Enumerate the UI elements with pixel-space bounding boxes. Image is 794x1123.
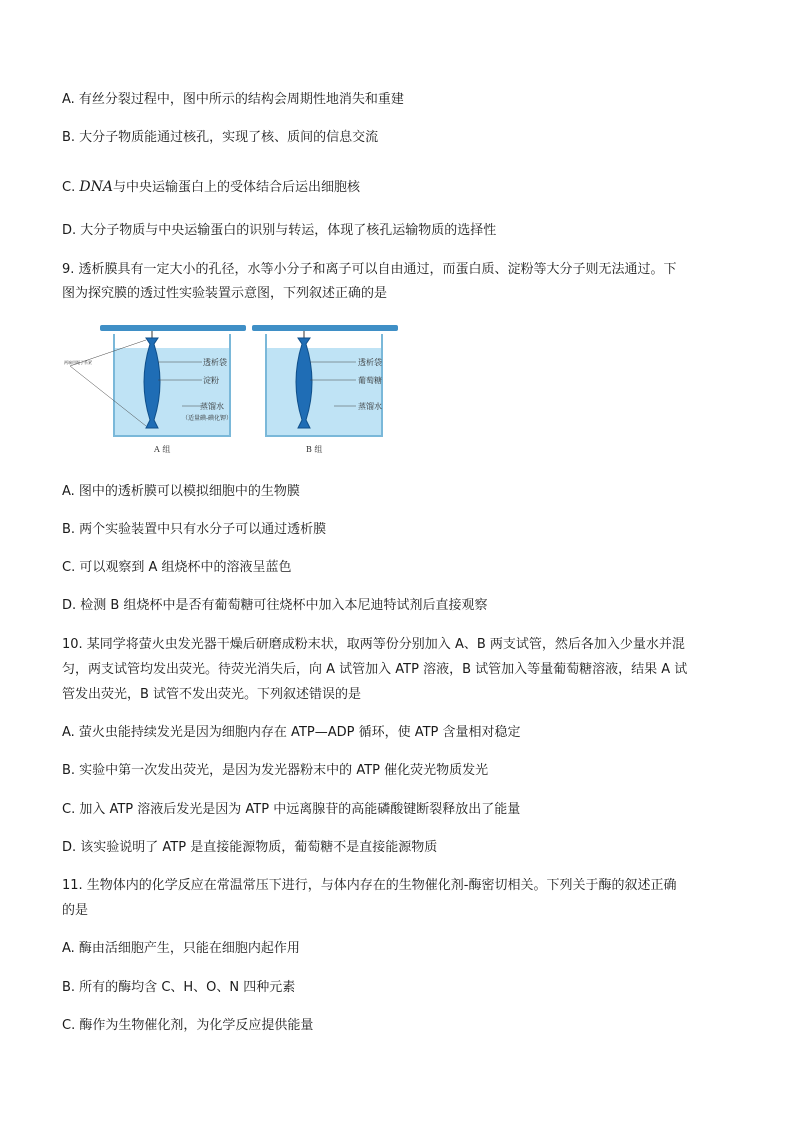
q9-option-c: C. 可以观察到 A 组烧杯中的溶液呈蓝色 <box>62 560 292 575</box>
q8-option-c-text: 与中央运输蛋白上的受体结合后运出细胞核 <box>112 180 360 195</box>
q11-stem-line1: 11. 生物体内的化学反应在常温常压下进行，与体内存在的生物催化剂-酶密切相关。下列关于酶的叙述正确 <box>62 878 677 893</box>
iodine-note: （适量碘-碘化钾） <box>182 415 233 422</box>
q10-option-b: B. 实验中第一次发出荧光，是因为发光器粉末中的 ATP 催化荧光物质发光 <box>62 763 489 778</box>
q9-stem-line2: 图为探究膜的透过性实验装置示意图，下列叙述正确的是 <box>62 286 388 301</box>
water-label-b: 蒸馏水 <box>358 402 382 411</box>
q10-stem-line2: 匀，两支试管均发出荧光。待荧光消失后，向 A 试管加入 ATP 溶液，B 试管加入等量葡萄糖溶液，结果 A 试 <box>62 662 688 677</box>
q11-option-c: C. 酶作为生物催化剂，为化学反应提供能量 <box>62 1018 314 1033</box>
q9-stem-line1: 9. 透析膜具有一定大小的孔径，水等小分子和离子可以自由通过，而蛋白质、淀粉等大分子则无法通过。下 <box>62 262 677 277</box>
starch-label: 淀粉 <box>203 376 219 385</box>
caption-group-a: A 组 <box>154 445 171 454</box>
q11-stem-line2: 的是 <box>62 903 89 918</box>
q10-stem-line3: 管发出荧光，B 试管不发出荧光。下列叙述错误的是 <box>62 687 362 702</box>
q10-stem-line1: 10. 某同学将萤火虫发光器干燥后研磨成粉末状，取两等份分别加入 A、B 两支试管，然后各加入少量水并混 <box>62 637 685 652</box>
caption-group-b: B 组 <box>306 445 323 454</box>
q9-option-d: D. 检测 B 组烧杯中是否有葡萄糖可往烧杯中加入本尼迪特试剂后直接观察 <box>62 598 488 613</box>
q11-option-a: A. 酶由活细胞产生，只能在细胞内起作用 <box>62 941 300 956</box>
q9-option-a: A. 图中的透析膜可以模拟细胞中的生物膜 <box>62 484 300 499</box>
tie-label-a: 两端用绳子系紧 <box>64 360 92 365</box>
bag-label-b: 透析袋 <box>358 358 382 367</box>
dialysis-experiment-figure <box>62 322 402 458</box>
glucose-label: 葡萄糖 <box>358 376 382 385</box>
beaker-b <box>252 325 398 454</box>
bag-label-a: 透析袋 <box>203 358 227 367</box>
beaker-a <box>64 325 246 454</box>
dna-term: DNA <box>79 179 113 195</box>
q10-option-c: C. 加入 ATP 溶液后发光是因为 ATP 中远离腺苷的高能磷酸键断裂释放出了能量 <box>62 802 521 817</box>
q11-option-b: B. 所有的酶均含 C、H、O、N 四种元素 <box>62 980 296 995</box>
q10-option-d: D. 该实验说明了 ATP 是直接能源物质，葡萄糖不是直接能源物质 <box>62 840 438 855</box>
q8-option-a: A. 有丝分裂过程中，图中所示的结构会周期性地消失和重建 <box>62 92 404 107</box>
q10-option-a: A. 萤火虫能持续发光是因为细胞内存在 ATP—ADP 循环，使 ATP 含量相对稳定 <box>62 725 521 740</box>
q8-option-d: D. 大分子物质与中央运输蛋白的识别与转运，体现了核孔运输物质的选择性 <box>62 223 497 238</box>
water-label-a: 蒸馏水 <box>200 402 224 411</box>
q8-option-b: B. 大分子物质能通过核孔，实现了核、质间的信息交流 <box>62 130 379 145</box>
q8-option-c-prefix: C. <box>62 180 80 195</box>
q8-option-c <box>62 176 360 199</box>
q9-option-b: B. 两个实验装置中只有水分子可以通过透析膜 <box>62 522 327 537</box>
beaker-a-rod <box>100 325 246 331</box>
beaker-b-rod <box>252 325 398 331</box>
